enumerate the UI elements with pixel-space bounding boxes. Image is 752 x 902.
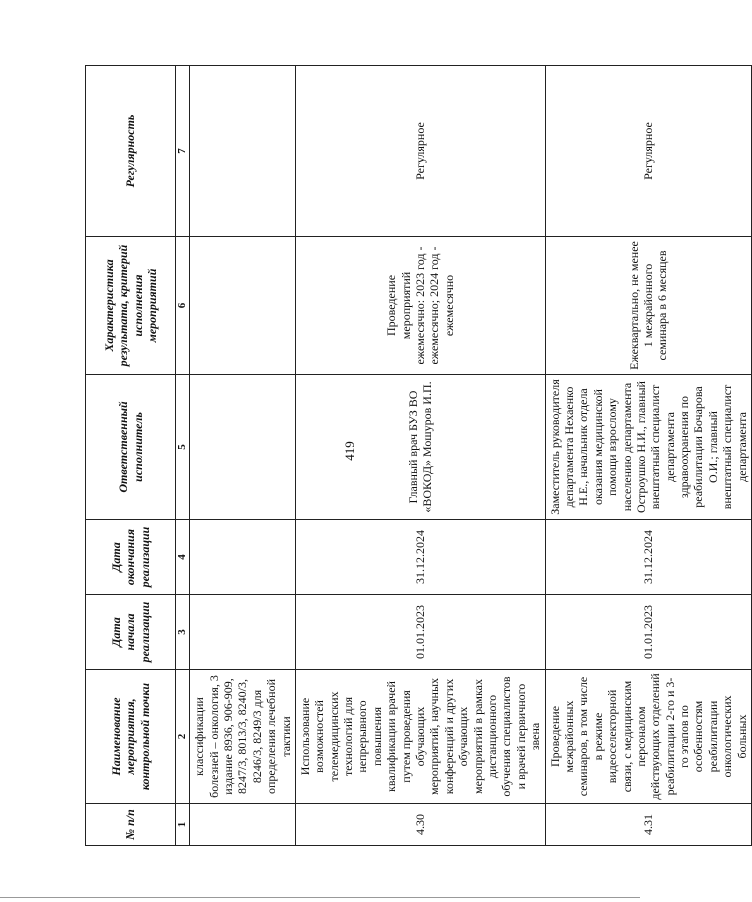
row-end (190, 520, 296, 595)
table-row (545, 66, 751, 846)
column-number-row (176, 66, 190, 846)
header-regularity: Регулярность (86, 66, 176, 237)
colnum-1: 1 (176, 804, 190, 846)
header-name: Наименование мероприятия, контрольной точки (86, 670, 176, 804)
colnum-5: 5 (176, 375, 190, 520)
row-regularity (190, 66, 296, 237)
row-responsible (190, 375, 296, 520)
bottom-divider (0, 897, 640, 898)
row-num: 4.31 (545, 804, 751, 846)
colnum-7: 7 (176, 66, 190, 237)
row-regularity: Регулярное (295, 66, 545, 237)
header-row (86, 66, 176, 846)
row-result (190, 237, 296, 375)
row-num: 4.30 (295, 804, 545, 846)
colnum-2: 2 (176, 670, 190, 804)
row-result: Ежеквартально, не менее 1 межрайонного семинара в 6 месяцев (545, 237, 751, 375)
row-end: 31.12.2024 (295, 520, 545, 595)
row-start (190, 595, 296, 670)
header-start: Дата начала реализации (86, 595, 176, 670)
row-name: классификации болезней – онкология, 3 издание 8936, 906-909, 8247/3, 8013/3, 8240/3, 8246/3, 8249/3 для определения лечебной тактики (190, 670, 296, 804)
row-end: 31.12.2024 (545, 520, 751, 595)
row-regularity: Регулярное (545, 66, 751, 237)
row-start: 01.01.2023 (545, 595, 751, 670)
row-responsible: Заместитель руководителя департамента Нехаенко Н.Е., начальник отдела оказания медицинской помощи взрослому населению департамента Остроушко Н.И., главный внештатный специалист департамента здравоохранения по реабилитации Бочарова О.И.; главный внештатный специалист департамента (545, 375, 751, 520)
row-name: Проведение межрайонных семинаров, в том числе в режиме видеоселекторной связи, с медицинским персоналом действующих отделений реабилитации 2-го и 3-го этапов по особенностям реабилитации онкологических больных (545, 670, 751, 804)
header-responsible: Ответственный исполнитель (86, 375, 176, 520)
colnum-4: 4 (176, 520, 190, 595)
colnum-3: 3 (176, 595, 190, 670)
row-name: Использование возможностей телемедицинских технологий для непрерывного повышения квалификации врачей путем проведения обучающих мероприятий, научных конференций и других обучающих мероприятий в рамках дистанционного обучения специалистов и врачей первичного звена (295, 670, 545, 804)
header-end: Дата окончания реализации (86, 520, 176, 595)
row-start: 01.01.2023 (295, 595, 545, 670)
table-row (190, 66, 296, 846)
row-result: Проведение мероприятий ежемесячно: 2023 год - ежемесячно; 2024 год - ежемесячно (295, 237, 545, 375)
colnum-6: 6 (176, 237, 190, 375)
header-result: Характеристика результата, критерий исполнения мероприятий (86, 237, 176, 375)
page-number: 419 (342, 441, 357, 461)
rotated-table-wrapper (85, 66, 749, 846)
measures-table (85, 65, 752, 846)
header-num: № п/п (86, 804, 176, 846)
table-row (295, 66, 545, 846)
row-responsible: Главный врач БУЗ ВО «ВОКОД» Мошуров И.П. (295, 375, 545, 520)
row-num (190, 804, 296, 846)
